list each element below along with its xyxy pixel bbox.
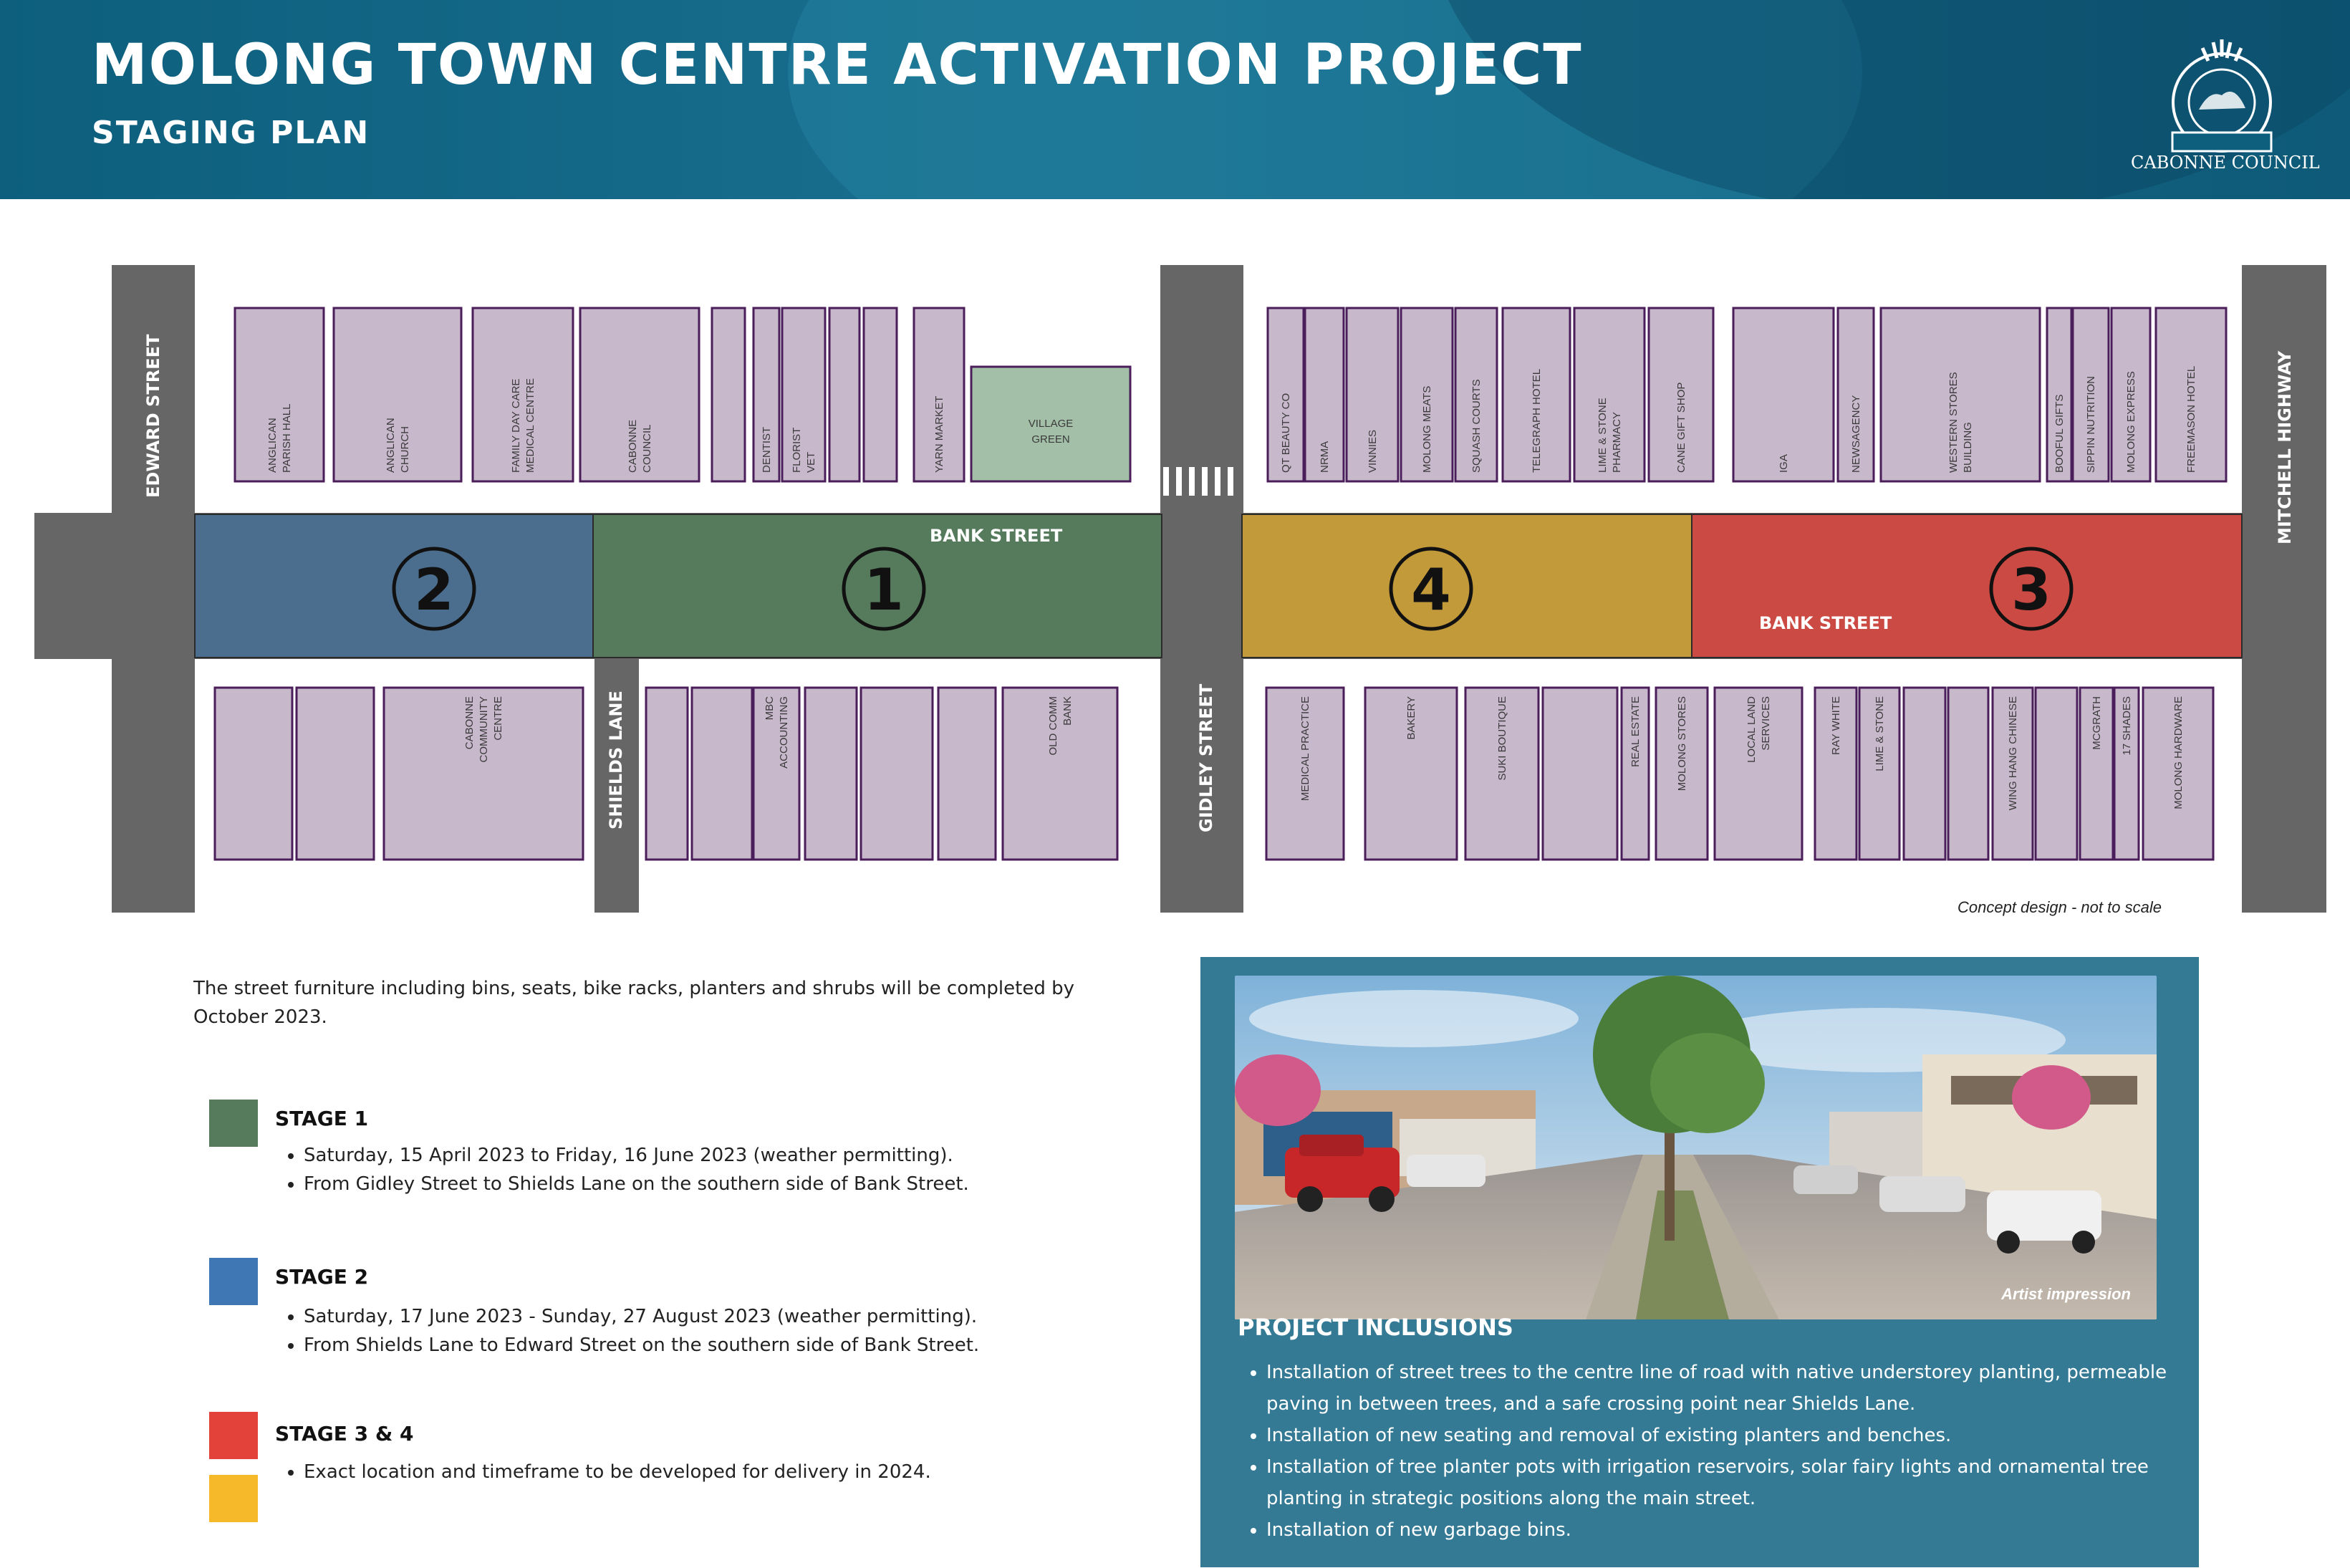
page-title: MOLONG TOWN CENTRE ACTIVATION PROJECT	[92, 33, 1583, 97]
scale-note: Concept design - not to scale	[1957, 898, 2162, 916]
shop-north	[782, 308, 825, 481]
shop-north	[1574, 308, 1644, 481]
stage-4-zone	[1242, 514, 1692, 658]
building-label: PHARMACY	[1611, 411, 1623, 473]
building-label: GREEN	[1031, 433, 1070, 446]
stage-4-swatch	[209, 1475, 258, 1522]
building-label: YARN MARKET	[933, 395, 945, 473]
building-label: BAKERY	[1405, 696, 1417, 740]
crossing-stripe	[1215, 467, 1220, 496]
building-label: FLORIST	[791, 427, 803, 473]
intro-text: The street furniture including bins, seats, bike racks, planters and shrubs will be completed by October 2023.	[193, 978, 1074, 1028]
page-subtitle: STAGING PLAN	[92, 115, 370, 151]
project-inclusions-panel	[1200, 957, 2199, 1567]
shop-south	[646, 688, 688, 860]
shop-north	[712, 308, 745, 481]
building-label: MCGRATH	[2091, 696, 2103, 750]
building-label: COMMUNITY	[478, 696, 490, 763]
shop-south	[1904, 688, 1945, 860]
building-label: CABONNE	[463, 696, 476, 750]
building-label: MBC	[764, 696, 776, 721]
shop-south	[2036, 688, 2077, 860]
list-item: • Installation of new seating and removal of existing planters and benches.	[1266, 1420, 2205, 1451]
stage-3-4-list	[275, 1458, 931, 1486]
inclusions-title: PROJECT INCLUSIONS	[1238, 1314, 1513, 1341]
building-label: LIME & STONE	[1597, 398, 1609, 473]
building-label: WESTERN STORES	[1947, 372, 1960, 473]
building-label: COUNCIL	[641, 424, 653, 473]
building-label: ACCOUNTING	[778, 696, 790, 769]
building-label: ANGLICAN	[266, 418, 279, 473]
shields-lane-label: SHIELDS LANE	[606, 691, 626, 829]
street-illustration	[1235, 976, 2157, 1319]
crossing-stripe	[1176, 467, 1182, 496]
building-label: SQUASH COURTS	[1470, 379, 1483, 473]
shop-south	[215, 688, 292, 860]
building-label: DENTIST	[761, 426, 773, 473]
shop-south	[297, 688, 374, 860]
building-label: MEDICAL CENTRE	[524, 378, 536, 473]
building-label: VINNIES	[1367, 429, 1379, 473]
building-label: MOLONG STORES	[1676, 696, 1688, 792]
stage-1-title: STAGE 1	[275, 1107, 369, 1130]
shop-south	[1715, 688, 1802, 860]
building-label: FREEMASON HOTEL	[2185, 365, 2197, 473]
building-label: MOLONG HARDWARE	[2172, 696, 2185, 809]
list-item: • From Gidley Street to Shields Lane on the southern side of Bank Street.	[304, 1170, 969, 1198]
shop-south	[805, 688, 857, 860]
building-label: NEWSAGENCY	[1850, 395, 1862, 473]
list-item: • Installation of tree planter pots with irrigation reservoirs, solar fairy lights and ornamental tree planting in strategic positions along the main street.	[1266, 1451, 2205, 1514]
building-label: MOLONG EXPRESS	[2125, 371, 2137, 473]
building-label: CABONNE	[627, 419, 639, 473]
building-label: SERVICES	[1760, 696, 1772, 751]
building-label: MOLONG MEATS	[1421, 385, 1433, 473]
stage-3-zone	[1692, 514, 2242, 658]
building-label: VILLAGE	[1028, 418, 1074, 430]
list-item: • Saturday, 15 April 2023 to Friday, 16 June 2023 (weather permitting).	[304, 1141, 969, 1170]
shop-north	[334, 308, 461, 481]
artist-impression-image	[1235, 976, 2157, 1319]
building-label: ANGLICAN	[385, 418, 397, 473]
building-label: WING HANG CHINESE	[2007, 696, 2019, 811]
shop-south	[1003, 688, 1117, 860]
building-label: LIME & STONE	[1874, 696, 1886, 771]
stage-1-swatch	[209, 1100, 258, 1147]
building-label: BOOFUL GIFTS	[2053, 394, 2066, 473]
list-item: • Saturday, 17 June 2023 - Sunday, 27 August 2023 (weather permitting).	[304, 1302, 979, 1331]
edward-street-label: EDWARD STREET	[143, 334, 163, 498]
building-label: PARISH HALL	[281, 403, 293, 473]
shop-north	[1881, 308, 2040, 481]
council-name: CABONNE COUNCIL	[2131, 153, 2320, 173]
list-item: • Exact location and timeframe to be developed for delivery in 2024.	[304, 1458, 931, 1486]
stage-1-list	[275, 1141, 969, 1198]
shop-south	[861, 688, 933, 860]
shop-north	[235, 308, 324, 481]
shop-south	[692, 688, 752, 860]
photo-caption: Artist impression	[2001, 1285, 2131, 1303]
bank-street-label-north: BANK STREET	[930, 526, 1063, 546]
shop-north	[864, 308, 897, 481]
crossing-stripe	[1228, 467, 1233, 496]
inclusions-list	[1238, 1357, 2205, 1546]
mitchell-highway-label: MITCHELL HIGHWAY	[2275, 350, 2295, 544]
building-label: FAMILY DAY CARE	[510, 378, 522, 473]
building-label: OLD COMM	[1047, 696, 1059, 756]
stage-number-label: 4	[1411, 557, 1451, 623]
stage-2-list	[275, 1302, 979, 1360]
stage-2-swatch	[209, 1258, 258, 1305]
stage-3-swatch	[209, 1412, 258, 1459]
gidley-street-label: GIDLEY STREET	[1196, 683, 1216, 832]
list-item: • From Shields Lane to Edward Street on the southern side of Bank Street.	[304, 1331, 979, 1360]
building-label: QT BEAUTY CO	[1280, 393, 1292, 473]
building-label: 17 SHADES	[2121, 696, 2133, 756]
building-label: SUKI BOUTIQUE	[1496, 696, 1508, 781]
building-label: LOCAL LAND	[1745, 696, 1758, 763]
building-label: IGA	[1778, 454, 1790, 473]
building-label: NRMA	[1319, 441, 1331, 473]
building-label: BUILDING	[1962, 422, 1974, 473]
shop-north	[473, 308, 573, 481]
building-label: SIPPIN NUTRITION	[2085, 375, 2097, 473]
stage-number-label: 1	[864, 557, 904, 623]
stage-2-title: STAGE 2	[275, 1265, 369, 1289]
building-label: CENTRE	[492, 696, 504, 741]
crossing-stripe	[1189, 467, 1195, 496]
building-label: CANE GIFT SHOP	[1675, 382, 1687, 473]
building-label: REAL ESTATE	[1629, 696, 1642, 767]
building-label: RAY WHITE	[1830, 696, 1842, 755]
crossing-stripe	[1202, 467, 1208, 496]
stage-number-label: 3	[2011, 557, 2051, 623]
shop-north	[580, 308, 699, 481]
building-label: BANK	[1061, 696, 1074, 726]
crossing-stripe	[1163, 467, 1169, 496]
building-label: MEDICAL PRACTICE	[1299, 696, 1311, 802]
list-item: • Installation of new garbage bins.	[1266, 1514, 2205, 1546]
shop-south	[1948, 688, 1988, 860]
list-item: • Installation of street trees to the centre line of road with native understorey planting, permeable paving in between trees, and a safe crossing point near Shields Lane.	[1266, 1357, 2205, 1420]
shop-south	[1543, 688, 1617, 860]
bank-street-label-south: BANK STREET	[1759, 613, 1892, 633]
shop-south	[938, 688, 996, 860]
building-label: VET	[805, 451, 817, 473]
shop-south	[753, 688, 799, 860]
building-label: TELEGRAPH HOTEL	[1531, 368, 1543, 473]
stage-number-label: 2	[414, 557, 454, 623]
stage-3-4-title: STAGE 3 & 4	[275, 1422, 414, 1446]
building-label: CHURCH	[399, 426, 411, 473]
shop-north	[829, 308, 859, 481]
